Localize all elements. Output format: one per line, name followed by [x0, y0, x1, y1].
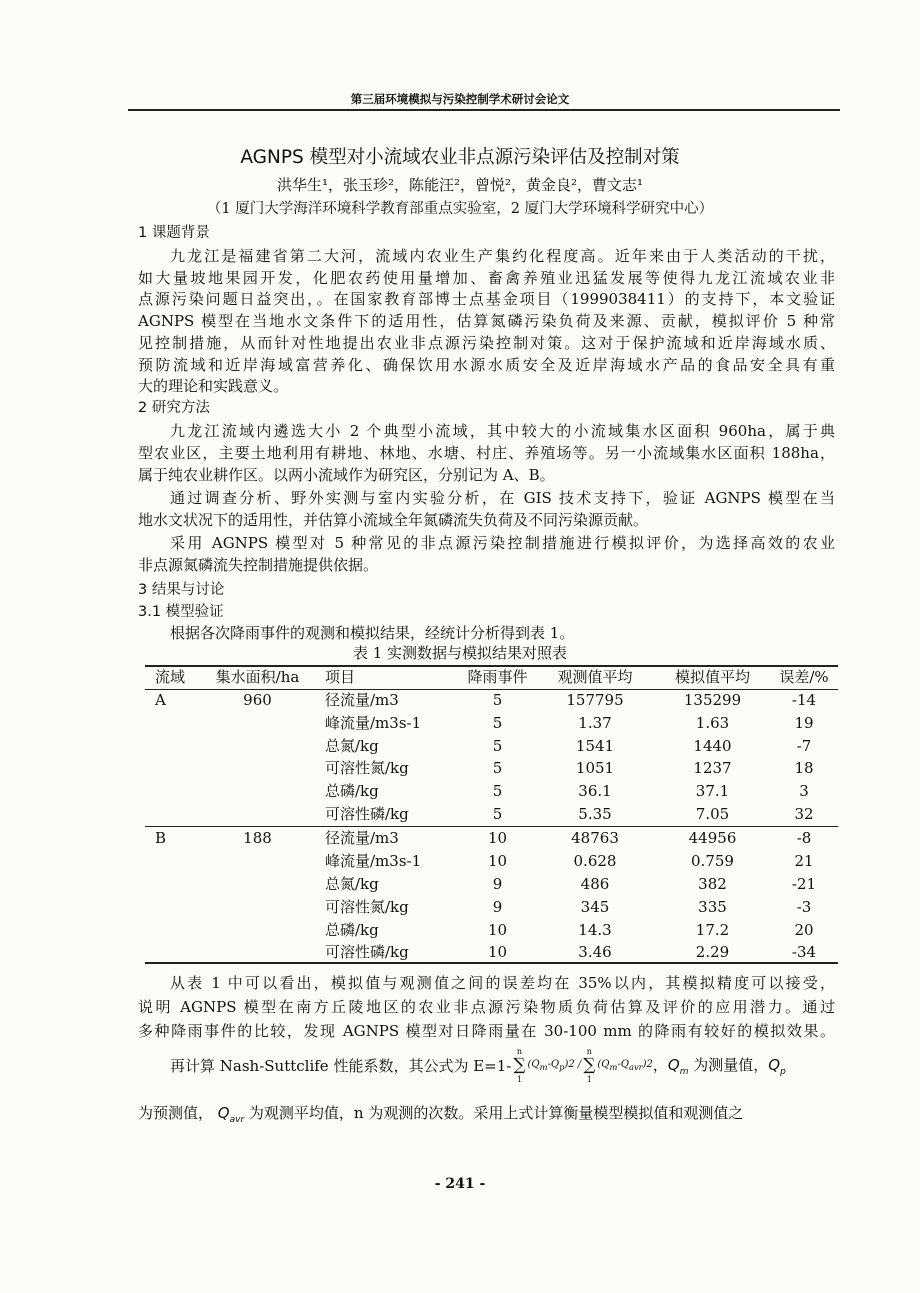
table-header-cell: 误差/%: [779, 668, 829, 686]
table-cell: 157795: [566, 691, 624, 710]
table-cell: 可溶性磷/kg: [325, 804, 409, 823]
table-cell: 9: [492, 875, 503, 894]
table-cell: -21: [791, 875, 817, 894]
table-cell: [205, 757, 310, 780]
table-header-cell: 降雨事件: [467, 668, 528, 686]
text-line: 为预测值， $Q_{avr}$ 为观测平均值，n 为观测的次数。采用上式计算衡量模型模拟值和观测值之: [138, 1104, 744, 1125]
table-cell: 5: [492, 782, 503, 801]
table-cell: -3: [796, 897, 812, 916]
table-cell: 20: [794, 920, 814, 939]
table-caption: 表 1 实测数据与模拟结果对照表: [352, 644, 568, 662]
table-cell: 径流量/m3: [325, 828, 399, 847]
nash-formula-line: [170, 1046, 786, 1084]
table-cell: 1.63: [695, 714, 730, 733]
table-header-row: [145, 665, 838, 689]
table-cell: -8: [796, 828, 812, 847]
table-cell: 345: [580, 897, 610, 916]
formula-prefix: 再计算 Nash-Suttclife 性能系数，其公式为 E=1-: [170, 1056, 512, 1075]
table-row: [145, 802, 838, 825]
table-cell: 382: [698, 875, 727, 894]
table-cell: 0.759: [691, 852, 734, 871]
table-cell: 18: [794, 759, 814, 778]
text-line: 型农业区，主要土地利用有耕地、林地、水塘、村庄、养殖场等。另一小流域集水区面积 188ha，: [138, 444, 835, 462]
table-row: [145, 689, 838, 712]
header-rule: [128, 109, 840, 111]
table-cell: [145, 850, 205, 873]
table-cell: [145, 941, 205, 964]
formula-term: $(Q_m-Q_{avr})2$: [597, 1058, 653, 1072]
table-cell: 21: [794, 852, 814, 871]
table-cell: 峰流量/m3s-1: [325, 714, 422, 733]
text-line: 见控制措施，从而针对性地提出农业非点源污染控制对策。这对于保护流域和近岸海域水质、: [138, 333, 835, 352]
table-cell: [205, 896, 310, 919]
table-row: [145, 734, 838, 757]
table-cell: 7.05: [695, 804, 730, 823]
table-cell: 32: [794, 804, 814, 823]
table-cell: 1237: [693, 759, 732, 778]
table-cell: 总磷/kg: [325, 782, 379, 801]
table-cell: 2.29: [695, 943, 730, 962]
affiliation: （1 厦门大学海洋环境科学教育部重点实验室，2 厦门大学环境科学研究中心）: [206, 201, 714, 217]
table-cell: [205, 734, 310, 757]
table-cell: B: [155, 828, 167, 847]
page-number: - 241 -: [434, 1176, 486, 1192]
table-cell: 188: [243, 828, 272, 847]
table-header-cell: 模拟值平均: [674, 668, 750, 686]
text-line: 预防流域和近岸海域富营养化、确保饮用水源水质安全及近岸海域水产品的食品安全具有重: [138, 355, 835, 374]
table-cell: 19: [794, 714, 814, 733]
table-cell: 10: [487, 852, 508, 871]
text-line: 根据各次降雨事件的观测和模拟结果，经统计分析得到表 1。: [170, 624, 575, 642]
table-row: [145, 850, 838, 873]
table-cell: 10: [487, 943, 508, 962]
table-row: [145, 873, 838, 896]
text-line: 九龙江流域内遴选大小 2 个典型小流域，其中较大的小流域集水区面积 960ha，属于典: [170, 422, 835, 440]
paper-title: AGNPS 模型对小流域农业非点源污染评估及控制对策: [240, 147, 680, 168]
table-cell: 可溶性氮/kg: [325, 759, 409, 778]
table-cell: 5: [492, 759, 503, 778]
sigma-glyph: ∑: [513, 1054, 526, 1075]
table-cell: 1440: [693, 736, 732, 755]
table-cell: [205, 712, 310, 735]
table-row: [145, 896, 838, 919]
table-cell: 9: [492, 897, 503, 916]
table-cell: 径流量/m3: [325, 691, 399, 710]
text-line: 属于纯农业耕作区。以两小流域作为研究区，分别记为 A、B。: [138, 466, 555, 484]
table-row: [145, 941, 838, 964]
formula-term: $(Q_m-Q_p)2$ /: [527, 1058, 582, 1072]
table-cell: 37.1: [695, 782, 730, 801]
table-row: [145, 918, 838, 941]
table-header-cell: 项目: [325, 668, 356, 686]
table-cell: 3: [799, 782, 809, 801]
table-cell: 335: [698, 897, 727, 916]
table-cell: [205, 918, 310, 941]
table-cell: 48763: [571, 828, 619, 847]
text-line: 采用 AGNPS 模型对 5 种常见的非点源污染控制措施进行模拟评价，为选择高效的农业: [170, 534, 835, 552]
table-cell: 5: [492, 714, 503, 733]
table-row: [145, 757, 838, 780]
table-cell: 14.3: [578, 920, 612, 939]
table-cell: 峰流量/m3s-1: [325, 852, 422, 871]
table-cell: 1.37: [578, 714, 612, 733]
text-line: 非点源氮磷流失控制措施提供依据。: [138, 556, 379, 574]
table-cell: 10: [487, 920, 508, 939]
table-cell: 17.2: [695, 920, 730, 939]
table-cell: 可溶性氮/kg: [325, 897, 409, 916]
sum-lower-limit: 1: [586, 1074, 592, 1084]
table-cell: 1051: [575, 759, 615, 778]
section-heading: 2 研究方法: [138, 400, 210, 416]
table-cell: 总磷/kg: [325, 920, 379, 939]
text-line: 通过调查分析、野外实测与室内实验分析，在 GIS 技术支持下，验证 AGNPS 模型在当: [170, 489, 835, 507]
table-cell: [145, 757, 205, 780]
sigma-glyph: ∑: [583, 1054, 596, 1075]
section-heading: 1 课题背景: [138, 225, 210, 241]
table-cell: -34: [791, 943, 817, 962]
sum-lower-limit: 1: [516, 1074, 522, 1084]
sum-upper-limit: n: [516, 1046, 522, 1056]
table-cell: 5: [492, 736, 503, 755]
table-cell: 960: [243, 691, 272, 710]
table-cell: [145, 873, 205, 896]
table-cell: 135299: [683, 691, 742, 710]
table-cell: 36.1: [578, 782, 612, 801]
table-row: [145, 780, 838, 803]
table-row: [145, 825, 838, 850]
authors: 洪华生¹，张玉珍²，陈能汪²，曾悦²，黄金良²，曹文志¹: [276, 176, 644, 194]
table-cell: 可溶性磷/kg: [325, 943, 409, 962]
table-cell: -7: [796, 736, 812, 755]
table-cell: 总氮/kg: [325, 875, 379, 894]
section-heading: 3 结果与讨论: [138, 582, 225, 598]
table-header-cell: 流域: [155, 668, 186, 686]
table-cell: 1541: [575, 736, 615, 755]
table-cell: [205, 941, 310, 964]
section-heading: 3.1 模型验证: [138, 604, 224, 620]
table-cell: 10: [487, 828, 508, 847]
text-line: 大的理论和实践意义。: [138, 377, 289, 396]
text-line: 点源污染问题日益突出，。在国家教育部博士点基金项目（1999038411）的支持下，本文验证: [138, 290, 835, 309]
table-cell: [205, 850, 310, 873]
table-cell: 486: [580, 875, 610, 894]
table-cell: 5: [492, 691, 503, 710]
text-line: 如大量坡地果园开发，化肥农药使用量增加、畜禽养殖业迅猛发展等使得九龙江流域农业非: [138, 268, 835, 287]
results-table: [145, 665, 838, 964]
text-line: 多种降雨事件的比较，发现 AGNPS 模型对日降雨量在 30-100 mm 的降雨有较好的模拟效果。: [138, 1022, 835, 1040]
table-cell: [145, 896, 205, 919]
text-line: 从表 1 中可以看出，模拟值与观测值之间的误差均在 35%以内，其模拟精度可以接受，: [170, 974, 835, 992]
table-cell: [145, 802, 205, 825]
table-cell: 44956: [688, 828, 737, 847]
sum-upper-limit: n: [586, 1046, 592, 1056]
sum-symbol: [583, 1047, 595, 1084]
text-line: AGNPS 模型在当地水文条件下的适用性，估算氮磷污染负荷及来源、贡献，模拟评价 5 种常: [138, 312, 835, 331]
text-line: 九龙江是福建省第二大河，流域内农业生产集约化程度高。近年来由于人类活动的干扰，: [170, 247, 835, 265]
text-line: 地水文状况下的适用性，并估算小流域全年氮磷流失负荷及不同污染源贡献。: [138, 511, 649, 529]
table-cell: 3.46: [578, 943, 612, 962]
sum-symbol: [513, 1047, 525, 1084]
text-line: 说明 AGNPS 模型在南方丘陵地区的农业非点源污染物质负荷估算及评价的应用潜力。通过: [138, 998, 835, 1016]
table-cell: [205, 802, 310, 825]
table-cell: 总氮/kg: [325, 736, 379, 755]
table-header-cell: 观测值平均: [557, 668, 633, 686]
table-cell: [145, 918, 205, 941]
table-cell: [145, 780, 205, 803]
running-header: 第三届环境模拟与污染控制学术研讨会论文: [350, 92, 570, 106]
table-cell: A: [155, 691, 166, 710]
table-row: [145, 712, 838, 735]
table-cell: 5.35: [578, 804, 612, 823]
formula-text: ，$Q_m$ 为测量值，$Q_p$: [652, 1055, 786, 1077]
table-cell: 5: [492, 804, 503, 823]
table-cell: [205, 873, 310, 896]
table-header-cell: 集水面积/ha: [215, 668, 300, 686]
table-cell: [145, 712, 205, 735]
table-cell: 0.628: [573, 852, 617, 871]
table-cell: -14: [791, 691, 817, 710]
table-cell: [145, 734, 205, 757]
table-cell: [205, 780, 310, 803]
